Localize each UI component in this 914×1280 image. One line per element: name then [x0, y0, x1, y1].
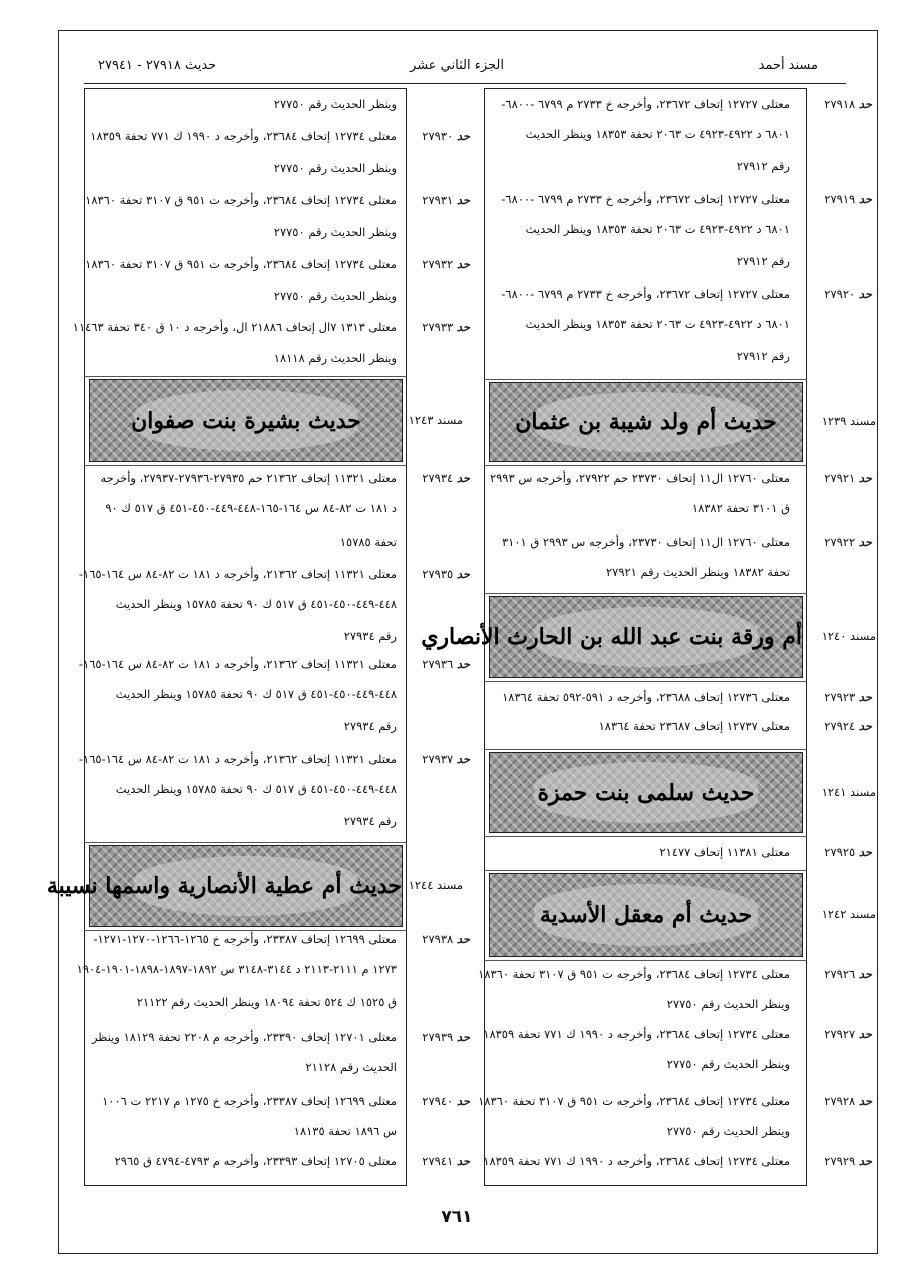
hadith-number: [422, 1091, 470, 1111]
reference-line: معتلى ١٢٦٩٩ إتحاف ٢٣٣٨٧، وأخرجه خ ١٢٦٥-١٢٦٦-١٢٧٠-١٢٧١-: [93, 932, 397, 946]
reference-line: تحفة ١٨٣٨٢ وينظر الحديث رقم ٢٧٩٢١: [605, 565, 790, 579]
hadith-marker: حد: [456, 657, 470, 671]
reference-line: وينظر الحديث رقم ٢٧٧٥٠: [666, 997, 790, 1011]
calligraphy-banner: [89, 379, 403, 462]
column-divider: [84, 465, 407, 466]
hadith-marker: حد: [456, 1154, 470, 1168]
header-book-title: مسند أحمد: [758, 58, 818, 73]
calligraphy-banner: [489, 382, 803, 462]
reference-line: وينظر الحديث رقم ٢٧٧٥٠: [273, 97, 397, 111]
column-divider: [84, 376, 407, 377]
header-hadith-range: حديث ٢٧٩١٨ - ٢٧٩٤١: [98, 58, 217, 73]
musnad-number: مسند ١٢٤٣: [408, 412, 463, 427]
reference-line: تحفة ١٥٧٨٥: [339, 535, 397, 549]
hadith-number: [824, 94, 872, 114]
hadith-marker: حد: [456, 471, 470, 485]
banner-title: حديث سلمى بنت حمزة: [537, 779, 755, 806]
column-divider: [484, 836, 807, 837]
reference-line: معتلى ١٢٧٣٤ إتحاف ٢٣٦٨٤، وأخرجه د ١٩٩٠ ك ٧٧١ تحفة ١٨٣٥٩: [483, 1154, 790, 1168]
reference-line: د ١٨١ ت ٨٢-٨٤ س ١٦٤-١٦٥-٤٤٨-٤٤٩-٤٥٠-٤٥١ ق ٥١٧ ك ٩٠: [105, 501, 397, 515]
musnad-number: مسند ١٢٤٤: [408, 878, 463, 892]
hadith-number-value: ٢٧٩٢٤: [824, 719, 859, 733]
hadith-number: [422, 929, 470, 949]
hadith-marker: حد: [858, 690, 872, 704]
reference-line: معتلى ١٢٧٦٠ ال١١ إتحاف ٢٣٧٣٠، وأخرجه س ٢٩٩٣ ق ٣١٠١: [501, 535, 790, 549]
hadith-number: [824, 842, 872, 862]
reference-line: ٦٨٠١ د ٤٩٢٢-٤٩٢٣ ت ٢٠٦٣ تحفة ١٨٣٥٣ وينظر الحديث: [525, 222, 790, 236]
hadith-number: [422, 254, 470, 274]
reference-line: س ١٨٩٦ تحفة ١٨١٣٥: [293, 1124, 397, 1138]
column-divider: [484, 379, 807, 380]
reference-line: معتلى ١٢٧٣٤ إتحاف ٢٣٦٨٤، وأخرجه ت ٩٥١ ق ٣١٠٧ تحفة ١٨٣٦٠: [85, 193, 397, 207]
column-divider: [484, 681, 807, 682]
hadith-marker: حد: [858, 1154, 872, 1168]
hadith-number-value: ٢٧٩٣٧: [422, 752, 457, 766]
reference-line: ٤٤٨-٤٤٩-٤٥٠-٤٥١ ق ٥١٧ ك ٩٠ تحفة ١٥٧٨٥ وينظر الحديث: [115, 782, 397, 796]
reference-line: معتلى ١٢٧٦٠ ال١١ إتحاف ٢٣٧٣٠ حم ٢٧٩٢٢، وأخرجه س ٢٩٩٣: [489, 471, 790, 485]
reference-line: معتلى ١٢٧٣٧ إتحاف ٢٣٦٨٧ تحفة ١٨٣٦٤: [598, 719, 790, 733]
reference-line: معتلى ١٢٧٢٧ إتحاف ٢٣٦٧٢، وأخرجه خ ٢٧٣٣ م ٦٧٩٩ -٦٨٠٠-: [501, 97, 790, 111]
hadith-marker: حد: [858, 97, 872, 111]
reference-line: معتلى ١١٣٨١ إتحاف ٢١٤٧٧: [659, 845, 790, 859]
hadith-marker: حد: [858, 471, 872, 485]
banner-title: حديث أم عطية الأنصارية واسمها نسيبة: [46, 873, 402, 899]
reference-line: معتلى ١٢٧٣٤ إتحاف ٢٣٦٨٤، وأخرجه ت ٩٥١ ق ٣١٠٧ تحفة ١٨٣٦٠: [85, 257, 397, 271]
reference-line: معتلى ١٢٧٢٧ إتحاف ٢٣٦٧٢، وأخرجه خ ٢٧٣٣ م ٦٧٩٩ -٦٨٠٠-: [501, 192, 790, 206]
hadith-number-value: ٢٧٩٣٤: [422, 471, 457, 485]
reference-line: معتلى ١٢٦٩٩ إتحاف ٢٣٣٨٧، وأخرجه خ ١٢٧٥ م ٢٢١٧ ت ١٠٠٦: [102, 1094, 397, 1108]
banner-title: حديث أم معقل الأسدية: [539, 902, 753, 928]
hadith-number-value: ٢٧٩٢٠: [824, 287, 859, 301]
hadith-number: [824, 964, 872, 984]
calligraphy-banner: [489, 752, 803, 833]
column-divider: [484, 593, 807, 594]
reference-line: وينظر الحديث رقم ٢٧٧٥٠: [666, 1057, 790, 1071]
hadith-marker: حد: [858, 845, 872, 859]
hadith-number: [422, 317, 470, 337]
hadith-number: [422, 1151, 470, 1171]
reference-line: معتلى ١٢٧٢٧ إتحاف ٢٣٦٧٢، وأخرجه خ ٢٧٣٣ م ٦٧٩٩ -٦٨٠٠-: [501, 287, 790, 301]
reference-line: وينظر الحديث رقم ٢٧٧٥٠: [273, 289, 397, 303]
hadith-number-value: ٢٧٩٣٦: [422, 657, 457, 671]
hadith-marker: حد: [456, 1094, 470, 1108]
hadith-marker: حد: [858, 535, 872, 549]
hadith-number-value: ٢٧٩٣١: [422, 193, 457, 207]
hadith-number-value: ٢٧٩٣٩: [422, 1030, 457, 1044]
reference-line: ق ٣١٠١ تحفة ١٨٣٨٢: [691, 501, 790, 515]
hadith-marker: حد: [456, 257, 470, 271]
column-divider: [84, 930, 407, 931]
hadith-marker: حد: [858, 967, 872, 981]
hadith-number: [422, 749, 470, 769]
hadith-number: [422, 190, 470, 210]
banner-title: أم ورقة بنت عبد الله بن الحارث الأنصاري: [421, 624, 802, 650]
reference-line: معتلى ١٢٧٠٥ إتحاف ٢٣٣٩٣، وأخرجه م ٤٧٩٣-٤٧٩٤ ق ٢٩٦٥: [114, 1154, 397, 1168]
reference-line: معتلى ١٢٧٣٤ إتحاف ٢٣٦٨٤، وأخرجه د ١٩٩٠ ك ٧٧١ تحفة ١٨٣٥٩: [90, 129, 397, 143]
hadith-number-value: ٢٧٩٣٥: [422, 567, 457, 581]
reference-line: وينظر الحديث رقم ٢٧٧٥٠: [666, 1124, 790, 1138]
page-number: ٧٦١: [441, 1207, 473, 1227]
hadith-number-value: ٢٧٩٢٥: [824, 845, 859, 859]
hadith-marker: حد: [456, 567, 470, 581]
banner-title: حديث أم ولد شيبة بن عثمان: [515, 409, 777, 435]
banner-title: حديث بشيرة بنت صفوان: [131, 407, 361, 434]
reference-line: وينظر الحديث رقم ٢٧٧٥٠: [273, 161, 397, 175]
calligraphy-banner: [46, 845, 403, 927]
hadith-number-value: ٢٧٩٢٧: [824, 1027, 859, 1041]
reference-line: معتلى ١٢٧٣٤ إتحاف ٢٣٦٨٤، وأخرجه ت ٩٥١ ق ٣١٠٧ تحفة ١٨٣٦٠: [478, 967, 790, 981]
hadith-number-value: ٢٧٩٣٢: [422, 257, 457, 271]
reference-line: معتلى ١١٣٢١ إتحاف ٢١٣٦٢، وأخرجه د ١٨١ ت ٨٢-٨٤ س ١٦٤-١٦٥-: [78, 657, 397, 671]
musnad-number: مسند ١٢٤٢: [821, 907, 876, 921]
reference-line: ٤٤٨-٤٤٩-٤٥٠-٤٥١ ق ٥١٧ ك ٩٠ تحفة ١٥٧٨٥ وينظر الحديث: [115, 597, 397, 611]
reference-line: رقم ٢٧٩١٢: [736, 254, 790, 268]
hadith-number-value: ٢٧٩٢٩: [824, 1154, 859, 1168]
calligraphy-banner: [489, 873, 803, 957]
reference-line: رقم ٢٧٩١٢: [736, 159, 790, 173]
column-divider: [484, 960, 807, 961]
reference-line: الحديث رقم ٢١١٢٨: [305, 1060, 397, 1074]
hadith-number-value: ٢٧٩٢٣: [824, 690, 859, 704]
reference-line: معتلى ١١٣٢١ إتحاف ٢١٣٦٢ حم ٢٧٩٣٥-٢٧٩٣٦-٢٧٩٣٧، وأخرجه: [100, 471, 397, 485]
hadith-number: [422, 126, 470, 146]
hadith-marker: حد: [858, 287, 872, 301]
reference-line: معتلى ١١٣٢١ إتحاف ٢١٣٦٢، وأخرجه د ١٨١ ت ٨٢-٨٤ س ١٦٤-١٦٥-: [78, 752, 397, 766]
hadith-number: [422, 1027, 470, 1047]
musnad-number: مسند ١٢٤١: [821, 784, 876, 799]
hadith-number-value: ٢٧٩٢١: [824, 471, 859, 485]
hadith-number-value: ٢٧٩٤٠: [422, 1094, 457, 1108]
hadith-number-value: ٢٧٩٢٦: [824, 967, 859, 981]
reference-line: معتلى ١٢٧٣٤ إتحاف ٢٣٦٨٤، وأخرجه د ١٩٩٠ ك ٧٧١ تحفة ١٨٣٥٩: [483, 1027, 790, 1041]
column-divider: [84, 842, 407, 843]
reference-line: معتلى ١١٣٢١ إتحاف ٢١٣٦٢، وأخرجه د ١٨١ ت ٨٢-٨٤ س ١٦٤-١٦٥-: [78, 567, 397, 581]
reference-line: رقم ٢٧٩٣٤: [343, 719, 397, 733]
hadith-number: [824, 189, 872, 209]
reference-line: ١٢٧٣ م ٢١١١-٢١١٣ د ٣١٤٤-٣١٤٨ س ١٨٩٢-١٨٩٧-١٨٩٨-١٩٠١-١٩٠٤: [76, 962, 397, 976]
hadith-number: [824, 532, 872, 552]
hadith-marker: حد: [858, 1094, 872, 1108]
hadith-marker: حد: [456, 193, 470, 207]
reference-line: ٤٤٨-٤٤٩-٤٥٠-٤٥١ ق ٥١٧ ك ٩٠ تحفة ١٥٧٨٥ وينظر الحديث: [115, 687, 397, 701]
hadith-marker: حد: [858, 192, 872, 206]
reference-line: ٦٨٠١ د ٤٩٢٢-٤٩٢٣ ت ٢٠٦٣ تحفة ١٨٣٥٣ وينظر الحديث: [525, 317, 790, 331]
reference-line: رقم ٢٧٩٣٤: [343, 629, 397, 643]
reference-line: وينظر الحديث رقم ٢٧٧٥٠: [273, 225, 397, 239]
musnad-number: مسند ١٢٤٠: [821, 629, 876, 643]
hadith-number: [824, 468, 872, 488]
header-volume: الجزء الثاني عشر: [410, 58, 504, 73]
hadith-marker: حد: [858, 1027, 872, 1041]
hadith-number: [824, 1091, 872, 1111]
column-divider: [484, 870, 807, 871]
hadith-marker: حد: [456, 932, 470, 946]
reference-line: معتلى ١٢٧٣٤ إتحاف ٢٣٦٨٤، وأخرجه ت ٩٥١ ق ٣١٠٧ تحفة ١٨٣٦٠: [478, 1094, 790, 1108]
hadith-number: [824, 1151, 872, 1171]
hadith-marker: حد: [456, 129, 470, 143]
hadith-number: [824, 687, 872, 707]
column-divider: [484, 465, 807, 466]
hadith-number-value: ٢٧٩٣٣: [422, 320, 457, 334]
reference-line: رقم ٢٧٩١٢: [736, 349, 790, 363]
hadith-number-value: ٢٧٩٢٨: [824, 1094, 859, 1108]
hadith-number-value: ٢٧٩١٨: [824, 97, 859, 111]
hadith-number: [422, 654, 470, 674]
reference-line: ق ١٥٢٥ ك ٥٢٤ تحفة ١٨٠٩٤ وينظر الحديث رقم ٢١١٢٢: [136, 995, 397, 1009]
reference-line: وينظر الحديث رقم ١٨١١٨: [273, 351, 397, 365]
hadith-number-value: ٢٧٩٤١: [422, 1154, 457, 1168]
hadith-number: [824, 716, 872, 736]
reference-line: معتلى ١٢٧٣٦ إتحاف ٢٣٦٨٨، وأخرجه د ٥٩١-٥٩٢ تحفة ١٨٣٦٤: [502, 690, 790, 704]
hadith-marker: حد: [456, 1030, 470, 1044]
hadith-number-value: ٢٧٩٣٠: [422, 129, 457, 143]
column-divider: [484, 749, 807, 750]
hadith-number-value: ٢٧٩٣٨: [422, 932, 457, 946]
hadith-number: [422, 564, 470, 584]
hadith-marker: حد: [456, 752, 470, 766]
hadith-number-value: ٢٧٩١٩: [824, 192, 859, 206]
hadith-number: [824, 1024, 872, 1044]
hadith-number: [824, 284, 872, 304]
hadith-marker: حد: [858, 719, 872, 733]
reference-line: معتلى ١٣١٣ ٧ال إتحاف ٢١٨٨٦ ال، وأخرجه د ١٠ ق ٣٤٠ تحفة ١١٤٦٣: [72, 320, 397, 334]
musnad-number: مسند ١٢٣٩: [821, 414, 876, 428]
reference-line: رقم ٢٧٩٣٤: [343, 814, 397, 828]
hadith-marker: حد: [456, 320, 470, 334]
reference-line: معتلى ١٢٧٠١ إتحاف ٢٣٣٩٠، وأخرجه م ٢٢٠٨ تحفة ١٨١٢٩ وينظر: [91, 1030, 397, 1044]
hadith-number-value: ٢٧٩٢٢: [824, 535, 859, 549]
reference-line: ٦٨٠١ د ٤٩٢٢-٤٩٢٣ ت ٢٠٦٣ تحفة ١٨٣٥٣ وينظر الحديث: [525, 127, 790, 141]
hadith-number: [422, 468, 470, 488]
header-rule: [84, 83, 846, 84]
